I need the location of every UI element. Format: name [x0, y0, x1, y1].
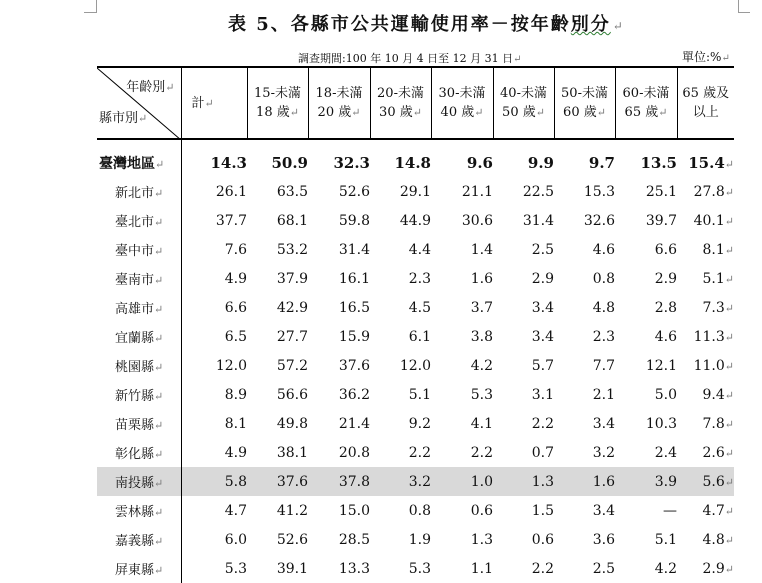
value-cell: — — [663, 502, 677, 519]
table-row — [97, 322, 734, 351]
table-body — [97, 139, 734, 583]
value-cell: 9.7 — [588, 153, 615, 172]
value-cell: 52.6 — [276, 531, 308, 548]
row-label-county: 臺灣地區↵ — [97, 148, 181, 177]
value-cell: 15.0 — [338, 502, 370, 519]
value-cell: 29.1 — [399, 183, 431, 200]
row-label-county: 臺中市↵ — [97, 235, 181, 264]
value-cell: 2.8 — [654, 299, 677, 316]
usage-rate-table — [97, 66, 734, 583]
paragraph-mark-icon: ↵ — [513, 54, 522, 65]
value-cell: 4.8 — [592, 299, 615, 316]
row-label-county: 宜蘭縣↵ — [97, 322, 181, 351]
value-cell: 2.9↵ — [702, 560, 734, 577]
value-cell: 63.5 — [276, 183, 308, 200]
value-cell: 37.6 — [338, 357, 370, 374]
value-cell: 8.1 — [224, 415, 247, 432]
value-cell: 6.0 — [224, 531, 247, 548]
value-cell: 2.2 — [531, 415, 554, 432]
table-row — [97, 206, 734, 235]
value-cell: 0.6 — [531, 531, 554, 548]
value-cell: 4.7 — [224, 502, 247, 519]
value-cell: 5.6↵ — [677, 467, 734, 496]
crop-mark-left-horizontal — [84, 12, 97, 13]
row-label-county: 嘉義縣↵ — [97, 525, 181, 554]
value-cell: 2.9 — [654, 270, 677, 287]
value-cell: 9.2 — [408, 415, 431, 432]
value-cell: 25.1 — [645, 183, 677, 200]
value-cell: 40.1↵ — [693, 212, 734, 229]
value-cell: 2.4 — [654, 444, 677, 461]
col-header-18-20: 18-未滿 20 歲↵ — [308, 67, 370, 139]
value-cell: 3.4 — [531, 328, 554, 345]
value-cell: 12.0 — [215, 357, 247, 374]
value-cell: 3.4 — [592, 415, 615, 432]
table-row — [97, 409, 734, 438]
value-cell: 3.6 — [592, 531, 615, 548]
value-cell: 21.1 — [461, 183, 493, 200]
value-cell: 15.4↵ — [688, 153, 734, 172]
value-cell: 59.8 — [338, 212, 370, 229]
value-cell: 12.0 — [399, 357, 431, 374]
value-cell: 32.3 — [333, 153, 370, 172]
value-cell: 42.9 — [276, 299, 308, 316]
row-label-county: 南投縣↵ — [97, 467, 181, 496]
value-cell: 50.9 — [271, 153, 308, 172]
value-cell: 6.5 — [224, 328, 247, 345]
value-cell: 4.9 — [224, 270, 247, 287]
value-cell: 32.6 — [583, 212, 615, 229]
table-row — [97, 264, 734, 293]
value-cell: 5.1↵ — [702, 270, 734, 287]
survey-period-text: 調查期間:100 年 10 月 4 日至 12 月 31 日 — [298, 52, 514, 65]
table-row — [97, 351, 734, 380]
value-cell: 3.1 — [531, 386, 554, 403]
value-cell: 3.8 — [470, 328, 493, 345]
value-cell: 13.5 — [640, 153, 677, 172]
value-cell: 5.0 — [654, 386, 677, 403]
value-cell: 16.5 — [338, 299, 370, 316]
value-cell: 7.3↵ — [702, 299, 734, 316]
unit-label — [682, 48, 730, 65]
value-cell: 31.4 — [338, 241, 370, 258]
value-cell: 1.1 — [470, 560, 493, 577]
col-header-65-plus: 65 歲及 以上 — [677, 67, 734, 139]
table-title-text: 表 5、各縣市公共運輸使用率－按年齡 — [228, 14, 571, 35]
value-cell: 8.1↵ — [702, 241, 734, 258]
value-cell: 20.8 — [338, 444, 370, 461]
value-cell: 0.8 — [408, 502, 431, 519]
table-row — [97, 380, 734, 409]
value-cell: 14.8 — [394, 153, 431, 172]
col-header-60-65: 60-未滿 65 歲↵ — [615, 67, 677, 139]
row-label-county: 彰化縣↵ — [97, 438, 181, 467]
value-cell: 1.0 — [431, 467, 493, 496]
corner-header-cell — [97, 67, 181, 139]
value-cell: 3.4 — [531, 299, 554, 316]
crop-mark-right-horizontal — [738, 12, 750, 13]
value-cell: 56.6 — [276, 386, 308, 403]
row-label-county: 新竹縣↵ — [97, 380, 181, 409]
value-cell: 49.8 — [276, 415, 308, 432]
value-cell: 2.2 — [470, 444, 493, 461]
value-cell: 5.1 — [408, 386, 431, 403]
value-cell: 0.7 — [531, 444, 554, 461]
table-row — [97, 235, 734, 264]
value-cell: 53.2 — [276, 241, 308, 258]
value-cell: 52.6 — [338, 183, 370, 200]
header-spacer — [97, 139, 734, 148]
value-cell: 37.6 — [247, 467, 308, 496]
value-cell: 37.8 — [308, 467, 370, 496]
value-cell: 36.2 — [338, 386, 370, 403]
table-row — [97, 525, 734, 554]
value-cell: 38.1 — [276, 444, 308, 461]
table-row — [97, 554, 734, 583]
value-cell: 2.6↵ — [702, 444, 734, 461]
value-cell: 4.9 — [224, 444, 247, 461]
unit-label-text: 單位:% — [682, 50, 722, 64]
value-cell: 22.5 — [522, 183, 554, 200]
value-cell: 7.6 — [224, 241, 247, 258]
value-cell: 27.8↵ — [693, 183, 734, 200]
value-cell: 31.4 — [522, 212, 554, 229]
value-cell: 39.1 — [276, 560, 308, 577]
value-cell: 1.5 — [531, 502, 554, 519]
table-row — [97, 496, 734, 525]
value-cell: 5.3 — [408, 560, 431, 577]
value-cell: 2.2 — [408, 444, 431, 461]
value-cell: 28.5 — [338, 531, 370, 548]
paragraph-mark-icon: ↵ — [612, 19, 625, 33]
value-cell: 39.7 — [645, 212, 677, 229]
col-header-50-60: 50-未滿 60 歲↵ — [554, 67, 615, 139]
paragraph-mark-icon: ↵ — [721, 53, 730, 64]
row-label-county: 新北市↵ — [97, 177, 181, 206]
value-cell: 2.1 — [592, 386, 615, 403]
value-cell: 2.3 — [592, 328, 615, 345]
value-cell: 4.8↵ — [702, 531, 734, 548]
row-label-county: 臺南市↵ — [97, 264, 181, 293]
value-cell: 5.1 — [654, 531, 677, 548]
value-cell: 57.2 — [276, 357, 308, 374]
value-cell: 37.9 — [276, 270, 308, 287]
value-cell: 11.3↵ — [693, 328, 734, 345]
value-cell: 12.1 — [645, 357, 677, 374]
value-cell: 1.6 — [470, 270, 493, 287]
value-cell: 9.6 — [466, 153, 493, 172]
value-cell: 6.6 — [654, 241, 677, 258]
row-label-county: 臺北市↵ — [97, 206, 181, 235]
table-row — [97, 148, 734, 177]
value-cell: 15.3 — [583, 183, 615, 200]
value-cell: 30.6 — [461, 212, 493, 229]
value-cell: 14.3 — [210, 153, 247, 172]
value-cell: 4.1 — [470, 415, 493, 432]
value-cell: 26.1 — [215, 183, 247, 200]
value-cell: 13.3 — [338, 560, 370, 577]
value-cell: 3.2 — [370, 467, 431, 496]
value-cell: 37.7 — [215, 212, 247, 229]
value-cell: 5.3 — [224, 560, 247, 577]
table-row — [97, 177, 734, 206]
value-cell: 4.7↵ — [702, 502, 734, 519]
value-cell: 9.9 — [527, 153, 554, 172]
value-cell: 7.7 — [592, 357, 615, 374]
value-cell: 1.9 — [408, 531, 431, 548]
value-cell: 1.6 — [554, 467, 615, 496]
table-title-spellcheck-word: 別分 — [570, 14, 611, 35]
value-cell: 4.5 — [408, 299, 431, 316]
value-cell: 0.8 — [592, 270, 615, 287]
col-header-30-40: 30-未滿 40 歲↵ — [431, 67, 493, 139]
value-cell: 8.9 — [224, 386, 247, 403]
table-title — [228, 10, 625, 36]
crop-mark-left-vertical — [96, 0, 97, 12]
crop-mark-right-vertical — [738, 0, 739, 12]
value-cell: 68.1 — [276, 212, 308, 229]
value-cell: 6.1 — [408, 328, 431, 345]
value-cell: 3.4 — [592, 502, 615, 519]
row-label-county: 苗栗縣↵ — [97, 409, 181, 438]
table-row — [97, 467, 734, 496]
value-cell: 16.1 — [338, 270, 370, 287]
row-label-county: 雲林縣↵ — [97, 496, 181, 525]
value-cell: 2.2 — [531, 560, 554, 577]
value-cell: 7.8↵ — [702, 415, 734, 432]
value-cell: 5.3 — [470, 386, 493, 403]
col-header-15-18: 15-未滿 18 歲↵ — [247, 67, 308, 139]
value-cell: 41.2 — [276, 502, 308, 519]
value-cell: 4.6 — [654, 328, 677, 345]
row-label-county: 桃園縣↵ — [97, 351, 181, 380]
value-cell: 2.9 — [531, 270, 554, 287]
corner-header-age: 年齡別↵ — [126, 80, 175, 95]
survey-period — [298, 50, 522, 66]
value-cell: 11.0↵ — [693, 357, 734, 374]
corner-header-county: 縣市別↵ — [99, 111, 148, 126]
value-cell: 4.4 — [408, 241, 431, 258]
value-cell: 4.2 — [470, 357, 493, 374]
value-cell: 44.9 — [399, 212, 431, 229]
row-label-county: 屏東縣↵ — [97, 554, 181, 583]
value-cell: 1.3 — [493, 467, 554, 496]
value-cell: 0.6 — [470, 502, 493, 519]
col-header-20-30: 20-未滿 30 歲↵ — [370, 67, 431, 139]
value-cell: 2.3 — [408, 270, 431, 287]
value-cell: 21.4 — [338, 415, 370, 432]
col-header-40-50: 40-未滿 50 歲↵ — [493, 67, 554, 139]
value-cell: 3.7 — [470, 299, 493, 316]
header-row — [97, 67, 734, 139]
table-row — [97, 438, 734, 467]
value-cell: 5.7 — [531, 357, 554, 374]
value-cell: 2.5 — [592, 560, 615, 577]
value-cell: 1.4 — [470, 241, 493, 258]
value-cell: 15.9 — [338, 328, 370, 345]
value-cell: 3.2 — [592, 444, 615, 461]
value-cell: 2.5 — [531, 241, 554, 258]
table-row — [97, 293, 734, 322]
value-cell: 5.8 — [181, 467, 247, 496]
value-cell: 4.2 — [654, 560, 677, 577]
value-cell: 3.9 — [615, 467, 677, 496]
value-cell: 1.3 — [470, 531, 493, 548]
value-cell: 4.6 — [592, 241, 615, 258]
value-cell: 6.6 — [224, 299, 247, 316]
value-cell: 10.3 — [645, 415, 677, 432]
col-header-total: 計↵ — [181, 67, 247, 139]
value-cell: 9.4↵ — [702, 386, 734, 403]
value-cell: 27.7 — [276, 328, 308, 345]
row-label-county: 高雄市↵ — [97, 293, 181, 322]
